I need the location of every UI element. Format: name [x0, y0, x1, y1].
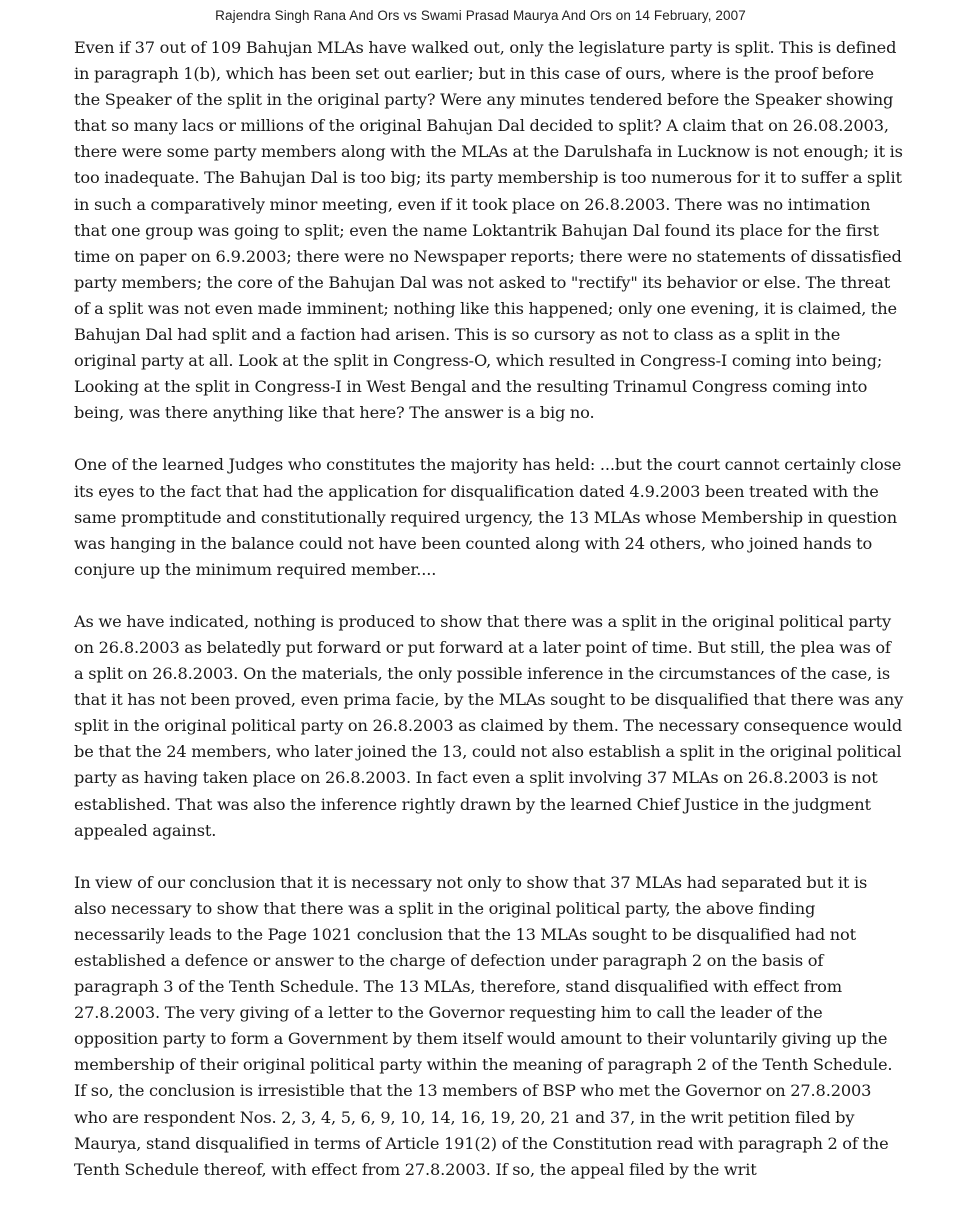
judgment-text: [74, 35, 904, 1209]
page-header-title: Rajendra Singh Rana And Ors vs Swami Prasad Maurya And Ors on 14 February, 2007: [215, 8, 746, 23]
paragraph-conclusion: In view of our conclusion that it is necessary not only to show that 37 MLAs had separated but it is also necessary to show that there was a split in the original political party, the above finding necessarily leads to the Page 1021 conclusion that the 13 MLAs sought to be disqualified had not established a defence or answer to the charge of defection under paragraph 2 on the basis of paragraph 3 of the Tenth Schedule. The 13 MLAs, therefore, stand disqualified with effect from 27.8.2003. The very giving of a letter to the Governor requesting him to call the leader of the opposition party to form a Government by them itself would amount to their voluntarily giving up the membership of their original political party within the meaning of paragraph 2 of the Tenth Schedule. If so, the conclusion is irresistible that the 13 members of BSP who met the Governor on 27.8.2003 who are respondent Nos. 2, 3, 4, 5, 6, 9, 10, 14, 16, 19, 20, 21 and 37, in the writ petition filed by Maurya, stand disqualified in terms of Article 191(2) of the Constitution read with paragraph 2 of the Tenth Schedule thereof, with effect from 27.8.2003. If so, the appeal filed by the writ: [74, 872, 893, 1179]
paragraph-no-split-proved: As we have indicated, nothing is produced to show that there was a split in the original political party on 26.8.2003 as belatedly put forward or put forward at a later point of time. But still, the plea was of a split on 26.8.2003. On the materials, the only possible inference in the circumstances of the case, is that it has not been proved, even prima facie, by the MLAs sought to be disqualified that there was any split in the original political party on 26.8.2003 as claimed by them. The necessary consequence would be that the 24 members, who later joined the 13, could not also establish a split in the original political party as having taken place on 26.8.2003. In fact even a split involving 37 MLAs on 26.8.2003 is not established. That was also the inference rightly drawn by the learned Chief Justice in the judgment appealed against.: [74, 611, 904, 840]
paragraph-split-argument: Even if 37 out of 109 Bahujan MLAs have walked out, only the legislature party is split. This is defined in paragraph 1(b), which has been set out earlier; but in this case of ours, where is the proof before the Speaker of the split in the original party? Were any minutes tendered before the Speaker showing that so many lacs or millions of the original Bahujan Dal decided to split? A claim that on 26.08.2003, there were some party members along with the MLAs at the Darulshafa in Lucknow is not enough; it is too inadequate. The Bahujan Dal is too big; its party membership is too numerous for it to suffer a split in such a comparatively minor meeting, even if it took place on 26.8.2003. There was no intimation that one group was going to split; even the name Loktantrik Bahujan Dal found its place for the first time on paper on 6.9.2003; there were no Newspaper reports; there were no statements of dissatisfied party members; the core of the Bahujan Dal was not asked to "rectify" its behavior or else. The threat of a split was not even made imminent; nothing like this happened; only one evening, it is claimed, the Bahujan Dal had split and a faction had arisen. This is so cursory as not to class as a split in the original party at all. Look at the split in Congress-O, which resulted in Congress-I coming into being; Looking at the split in Congress-I in West Bengal and the resulting Trinamul Congress coming into being, was there anything like that here? The answer is a big no.: [74, 38, 903, 423]
paragraph-majority-view: One of the learned Judges who constitutes the majority has held: ...but the court cannot certainly close its eyes to the fact that had the application for disqualification dated 4.9.2003 been treated with the same promptitude and constitutionally required urgency, the 13 MLAs whose Membership in question was hanging in the balance could not have been counted along with 24 others, who joined hands to conjure up the minimum required member....: [74, 455, 902, 579]
